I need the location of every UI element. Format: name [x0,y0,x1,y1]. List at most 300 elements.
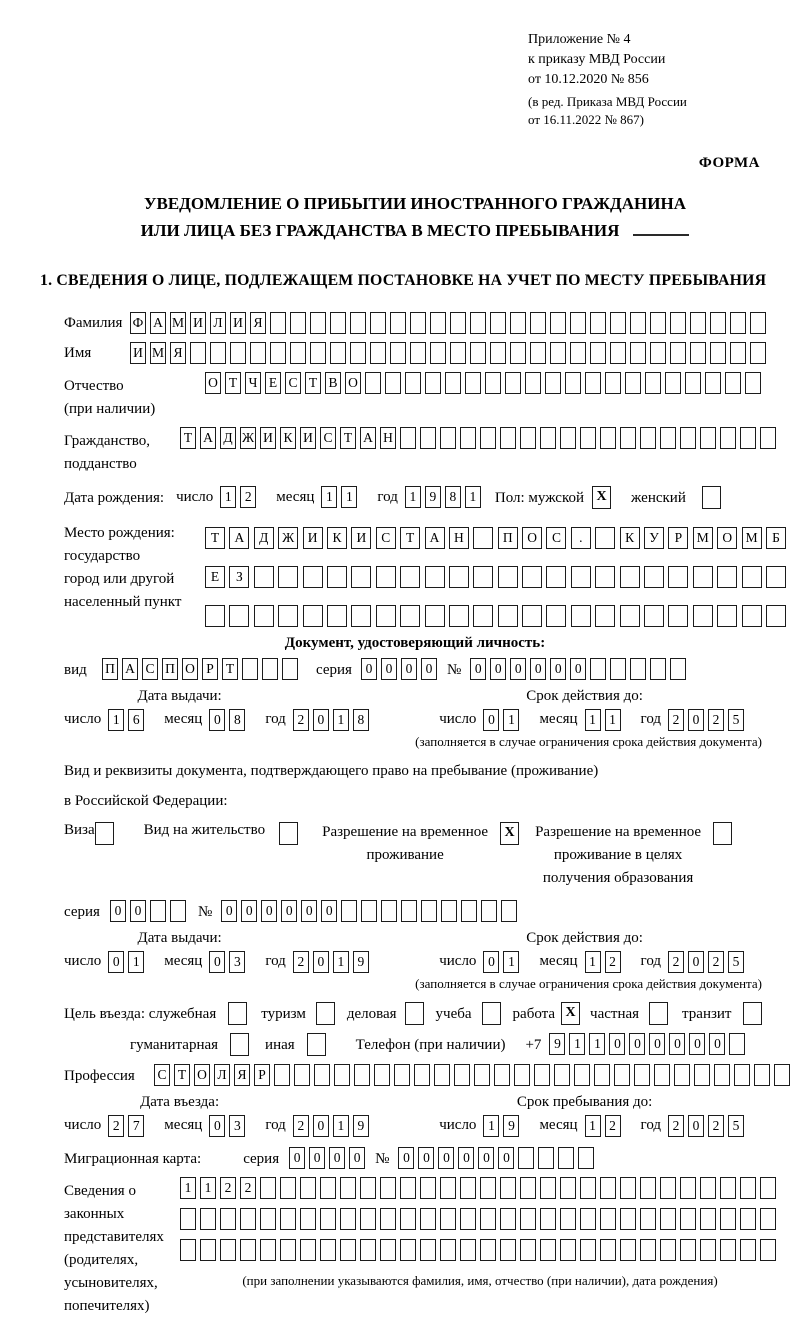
char-cell[interactable] [401,900,417,922]
char-cell[interactable]: 0 [313,951,329,973]
char-cell[interactable] [545,372,561,394]
char-cell[interactable] [327,566,347,588]
char-cell[interactable] [400,1208,416,1230]
char-cell[interactable] [660,1177,676,1199]
char-cell[interactable] [520,1239,536,1261]
char-cell[interactable] [714,1064,730,1086]
char-cell[interactable]: 8 [229,709,245,731]
char-cell[interactable]: 2 [605,951,621,973]
char-cell[interactable]: 2 [668,1115,684,1137]
char-cell[interactable] [460,1239,476,1261]
temp-residence-checkbox[interactable]: X [500,822,519,845]
char-cell[interactable]: 0 [570,658,586,680]
char-cell[interactable] [620,1208,636,1230]
char-cell[interactable] [600,1177,616,1199]
char-cell[interactable] [680,427,696,449]
char-cell[interactable] [205,605,225,627]
char-cell[interactable] [420,427,436,449]
char-cell[interactable] [490,342,506,364]
char-cell[interactable]: 2 [240,486,256,508]
char-cell[interactable] [274,1064,290,1086]
char-cell[interactable]: 0 [301,900,317,922]
char-cell[interactable]: 0 [629,1033,645,1055]
char-cell[interactable] [465,372,481,394]
char-cell[interactable] [565,372,581,394]
char-cell[interactable] [341,900,357,922]
char-cell[interactable]: 0 [261,900,277,922]
char-cell[interactable] [334,1064,350,1086]
char-cell[interactable]: 0 [669,1033,685,1055]
char-cell[interactable]: И [260,427,276,449]
char-cell[interactable] [750,312,766,334]
char-cell[interactable]: 0 [418,1147,434,1169]
char-cell[interactable] [580,1177,596,1199]
char-cell[interactable] [745,372,761,394]
char-cell[interactable]: 2 [220,1177,236,1199]
char-cell[interactable]: Т [340,427,356,449]
char-cell[interactable] [720,1239,736,1261]
char-cell[interactable] [374,1064,390,1086]
char-cell[interactable] [650,342,666,364]
char-cell[interactable] [303,605,323,627]
char-cell[interactable] [571,566,591,588]
char-cell[interactable] [710,342,726,364]
purpose-work-checkbox[interactable]: X [561,1002,580,1025]
char-cell[interactable]: 5 [728,1115,744,1137]
char-cell[interactable] [660,1208,676,1230]
char-cell[interactable] [150,900,166,922]
char-cell[interactable]: 0 [490,658,506,680]
char-cell[interactable] [376,605,396,627]
char-cell[interactable]: 0 [241,900,257,922]
char-cell[interactable] [538,1147,554,1169]
temp-residence-edu-checkbox[interactable] [713,822,732,845]
char-cell[interactable] [534,1064,550,1086]
char-cell[interactable]: 1 [128,951,144,973]
char-cell[interactable] [470,312,486,334]
char-cell[interactable]: Е [265,372,281,394]
char-cell[interactable] [750,342,766,364]
char-cell[interactable] [354,1064,370,1086]
char-cell[interactable]: 1 [569,1033,585,1055]
char-cell[interactable]: Ж [278,527,298,549]
char-cell[interactable] [290,342,306,364]
char-cell[interactable] [630,658,646,680]
char-cell[interactable] [530,312,546,334]
char-cell[interactable]: К [327,527,347,549]
char-cell[interactable] [554,1064,570,1086]
char-cell[interactable]: П [498,527,518,549]
char-cell[interactable]: . [571,527,591,549]
char-cell[interactable] [430,342,446,364]
char-cell[interactable]: И [303,527,323,549]
char-cell[interactable] [614,1064,630,1086]
char-cell[interactable] [720,1177,736,1199]
char-cell[interactable] [522,605,542,627]
char-cell[interactable]: 2 [708,951,724,973]
char-cell[interactable] [594,1064,610,1086]
char-cell[interactable] [310,342,326,364]
char-cell[interactable]: 1 [341,486,357,508]
char-cell[interactable] [760,427,776,449]
char-cell[interactable]: 9 [353,951,369,973]
char-cell[interactable] [405,372,421,394]
char-cell[interactable] [685,372,701,394]
char-cell[interactable] [240,1239,256,1261]
char-cell[interactable]: 0 [221,900,237,922]
char-cell[interactable] [717,566,737,588]
char-cell[interactable] [441,900,457,922]
char-cell[interactable]: М [742,527,762,549]
char-cell[interactable]: М [693,527,713,549]
purpose-humanitarian-checkbox[interactable] [230,1033,249,1056]
char-cell[interactable]: 1 [585,709,601,731]
purpose-private-checkbox[interactable] [649,1002,668,1025]
char-cell[interactable] [254,605,274,627]
char-cell[interactable] [540,1208,556,1230]
char-cell[interactable] [571,605,591,627]
char-cell[interactable]: 1 [585,1115,601,1137]
purpose-transit-checkbox[interactable] [743,1002,762,1025]
char-cell[interactable] [640,1177,656,1199]
char-cell[interactable]: Т [222,658,238,680]
char-cell[interactable]: А [360,427,376,449]
char-cell[interactable] [270,342,286,364]
sex-female-checkbox[interactable] [702,486,721,509]
char-cell[interactable]: 9 [425,486,441,508]
char-cell[interactable]: 0 [688,951,704,973]
char-cell[interactable]: К [280,427,296,449]
char-cell[interactable]: 2 [708,709,724,731]
char-cell[interactable] [320,1239,336,1261]
char-cell[interactable] [590,658,606,680]
char-cell[interactable] [240,1208,256,1230]
char-cell[interactable] [327,605,347,627]
char-cell[interactable]: 1 [605,709,621,731]
char-cell[interactable] [501,900,517,922]
char-cell[interactable] [730,342,746,364]
char-cell[interactable] [400,1239,416,1261]
char-cell[interactable] [580,427,596,449]
char-cell[interactable] [670,658,686,680]
char-cell[interactable] [500,1239,516,1261]
char-cell[interactable]: 2 [293,1115,309,1137]
char-cell[interactable] [254,566,274,588]
char-cell[interactable] [620,605,640,627]
char-cell[interactable]: А [122,658,138,680]
char-cell[interactable]: 0 [688,709,704,731]
char-cell[interactable]: Р [668,527,688,549]
char-cell[interactable] [574,1064,590,1086]
char-cell[interactable] [340,1177,356,1199]
char-cell[interactable]: 1 [503,709,519,731]
char-cell[interactable] [730,312,746,334]
char-cell[interactable] [760,1177,776,1199]
char-cell[interactable]: 9 [353,1115,369,1137]
char-cell[interactable]: В [325,372,341,394]
char-cell[interactable] [440,1177,456,1199]
char-cell[interactable] [340,1208,356,1230]
char-cell[interactable]: З [229,566,249,588]
char-cell[interactable] [546,605,566,627]
char-cell[interactable] [740,1239,756,1261]
char-cell[interactable] [600,1208,616,1230]
char-cell[interactable] [654,1064,670,1086]
char-cell[interactable] [450,312,466,334]
char-cell[interactable] [260,1239,276,1261]
char-cell[interactable]: Ж [240,427,256,449]
char-cell[interactable]: 1 [333,709,349,731]
char-cell[interactable]: О [522,527,542,549]
char-cell[interactable] [670,312,686,334]
char-cell[interactable] [425,605,445,627]
char-cell[interactable]: 0 [483,951,499,973]
char-cell[interactable]: 1 [585,951,601,973]
char-cell[interactable] [700,427,716,449]
char-cell[interactable]: С [546,527,566,549]
char-cell[interactable] [620,1239,636,1261]
char-cell[interactable] [670,342,686,364]
char-cell[interactable] [440,427,456,449]
char-cell[interactable]: 0 [689,1033,705,1055]
char-cell[interactable] [498,566,518,588]
char-cell[interactable] [278,605,298,627]
char-cell[interactable] [530,342,546,364]
char-cell[interactable] [280,1177,296,1199]
char-cell[interactable] [550,342,566,364]
char-cell[interactable]: И [230,312,246,334]
char-cell[interactable] [620,1177,636,1199]
char-cell[interactable] [650,312,666,334]
char-cell[interactable]: Ч [245,372,261,394]
char-cell[interactable]: И [130,342,146,364]
char-cell[interactable]: 0 [209,709,225,731]
char-cell[interactable] [330,312,346,334]
char-cell[interactable] [518,1147,534,1169]
char-cell[interactable]: Т [174,1064,190,1086]
char-cell[interactable]: 0 [313,1115,329,1137]
char-cell[interactable]: 0 [361,658,377,680]
char-cell[interactable] [766,566,786,588]
char-cell[interactable] [385,372,401,394]
char-cell[interactable] [500,427,516,449]
char-cell[interactable] [445,372,461,394]
char-cell[interactable] [180,1239,196,1261]
char-cell[interactable]: 0 [458,1147,474,1169]
purpose-tourism-checkbox[interactable] [316,1002,335,1025]
char-cell[interactable]: Л [210,312,226,334]
char-cell[interactable]: 1 [483,1115,499,1137]
char-cell[interactable] [381,900,397,922]
char-cell[interactable] [320,1208,336,1230]
char-cell[interactable]: 0 [510,658,526,680]
char-cell[interactable]: А [200,427,216,449]
char-cell[interactable] [560,1208,576,1230]
char-cell[interactable]: 2 [605,1115,621,1137]
char-cell[interactable]: 9 [503,1115,519,1137]
char-cell[interactable] [660,1239,676,1261]
visa-checkbox[interactable] [95,822,114,845]
char-cell[interactable]: М [170,312,186,334]
char-cell[interactable]: 1 [503,951,519,973]
char-cell[interactable] [420,1177,436,1199]
char-cell[interactable] [370,342,386,364]
char-cell[interactable]: 5 [728,951,744,973]
char-cell[interactable]: 3 [229,951,245,973]
char-cell[interactable] [414,1064,430,1086]
char-cell[interactable]: И [190,312,206,334]
char-cell[interactable]: Я [250,312,266,334]
char-cell[interactable]: С [376,527,396,549]
residence-permit-checkbox[interactable] [279,822,298,845]
char-cell[interactable] [420,1208,436,1230]
char-cell[interactable] [520,1208,536,1230]
char-cell[interactable] [390,312,406,334]
char-cell[interactable]: 6 [128,709,144,731]
char-cell[interactable] [390,342,406,364]
char-cell[interactable] [270,312,286,334]
char-cell[interactable] [650,658,666,680]
char-cell[interactable] [640,1239,656,1261]
char-cell[interactable]: 0 [108,951,124,973]
char-cell[interactable]: У [644,527,664,549]
char-cell[interactable]: 2 [293,709,309,731]
char-cell[interactable] [210,342,226,364]
char-cell[interactable] [229,605,249,627]
char-cell[interactable]: Е [205,566,225,588]
char-cell[interactable]: Д [254,527,274,549]
char-cell[interactable] [473,527,493,549]
char-cell[interactable] [351,566,371,588]
char-cell[interactable] [360,1208,376,1230]
char-cell[interactable] [490,312,506,334]
char-cell[interactable] [550,312,566,334]
char-cell[interactable] [590,342,606,364]
char-cell[interactable] [440,1239,456,1261]
char-cell[interactable] [690,312,706,334]
char-cell[interactable] [766,605,786,627]
char-cell[interactable] [668,566,688,588]
char-cell[interactable] [410,342,426,364]
char-cell[interactable] [634,1064,650,1086]
char-cell[interactable]: Я [170,342,186,364]
char-cell[interactable]: 3 [229,1115,245,1137]
char-cell[interactable] [680,1239,696,1261]
char-cell[interactable]: Т [205,527,225,549]
char-cell[interactable]: 0 [313,709,329,731]
char-cell[interactable] [310,312,326,334]
char-cell[interactable] [350,312,366,334]
char-cell[interactable] [449,566,469,588]
char-cell[interactable] [450,342,466,364]
char-cell[interactable] [510,312,526,334]
char-cell[interactable] [360,1239,376,1261]
char-cell[interactable] [680,1177,696,1199]
char-cell[interactable] [630,342,646,364]
char-cell[interactable]: 0 [688,1115,704,1137]
char-cell[interactable] [644,566,664,588]
char-cell[interactable] [540,427,556,449]
char-cell[interactable] [760,1208,776,1230]
char-cell[interactable] [560,1177,576,1199]
char-cell[interactable] [680,1208,696,1230]
char-cell[interactable]: 0 [289,1147,305,1169]
char-cell[interactable] [700,1208,716,1230]
char-cell[interactable] [474,1064,490,1086]
char-cell[interactable] [480,1208,496,1230]
char-cell[interactable]: 0 [550,658,566,680]
char-cell[interactable]: Л [214,1064,230,1086]
char-cell[interactable] [578,1147,594,1169]
char-cell[interactable] [473,566,493,588]
char-cell[interactable] [520,427,536,449]
char-cell[interactable] [585,372,601,394]
char-cell[interactable] [693,605,713,627]
char-cell[interactable]: 0 [438,1147,454,1169]
char-cell[interactable] [580,1239,596,1261]
char-cell[interactable]: 0 [130,900,146,922]
char-cell[interactable] [560,427,576,449]
char-cell[interactable] [610,312,626,334]
char-cell[interactable] [370,312,386,334]
char-cell[interactable] [500,1208,516,1230]
char-cell[interactable] [540,1177,556,1199]
char-cell[interactable] [190,342,206,364]
char-cell[interactable]: 0 [709,1033,725,1055]
char-cell[interactable]: 2 [708,1115,724,1137]
char-cell[interactable] [620,566,640,588]
char-cell[interactable] [400,427,416,449]
char-cell[interactable]: 1 [405,486,421,508]
char-cell[interactable]: 0 [321,900,337,922]
char-cell[interactable]: 0 [609,1033,625,1055]
char-cell[interactable] [480,427,496,449]
char-cell[interactable] [498,605,518,627]
char-cell[interactable] [400,566,420,588]
char-cell[interactable] [610,658,626,680]
char-cell[interactable]: 0 [421,658,437,680]
char-cell[interactable]: 0 [381,658,397,680]
char-cell[interactable] [282,658,298,680]
char-cell[interactable]: И [300,427,316,449]
char-cell[interactable] [734,1064,750,1086]
char-cell[interactable] [449,605,469,627]
char-cell[interactable] [693,566,713,588]
char-cell[interactable] [303,566,323,588]
char-cell[interactable]: 1 [180,1177,196,1199]
char-cell[interactable]: А [425,527,445,549]
char-cell[interactable] [505,372,521,394]
char-cell[interactable] [180,1208,196,1230]
char-cell[interactable]: Т [225,372,241,394]
char-cell[interactable]: Р [202,658,218,680]
char-cell[interactable]: 0 [309,1147,325,1169]
purpose-business-checkbox[interactable] [405,1002,424,1025]
char-cell[interactable] [729,1033,745,1055]
char-cell[interactable]: 0 [401,658,417,680]
char-cell[interactable]: 1 [465,486,481,508]
char-cell[interactable] [700,1177,716,1199]
char-cell[interactable] [421,900,437,922]
char-cell[interactable] [485,372,501,394]
char-cell[interactable] [400,1177,416,1199]
char-cell[interactable] [705,372,721,394]
char-cell[interactable] [740,1208,756,1230]
char-cell[interactable] [460,1177,476,1199]
char-cell[interactable]: О [194,1064,210,1086]
char-cell[interactable]: 9 [549,1033,565,1055]
char-cell[interactable]: С [154,1064,170,1086]
